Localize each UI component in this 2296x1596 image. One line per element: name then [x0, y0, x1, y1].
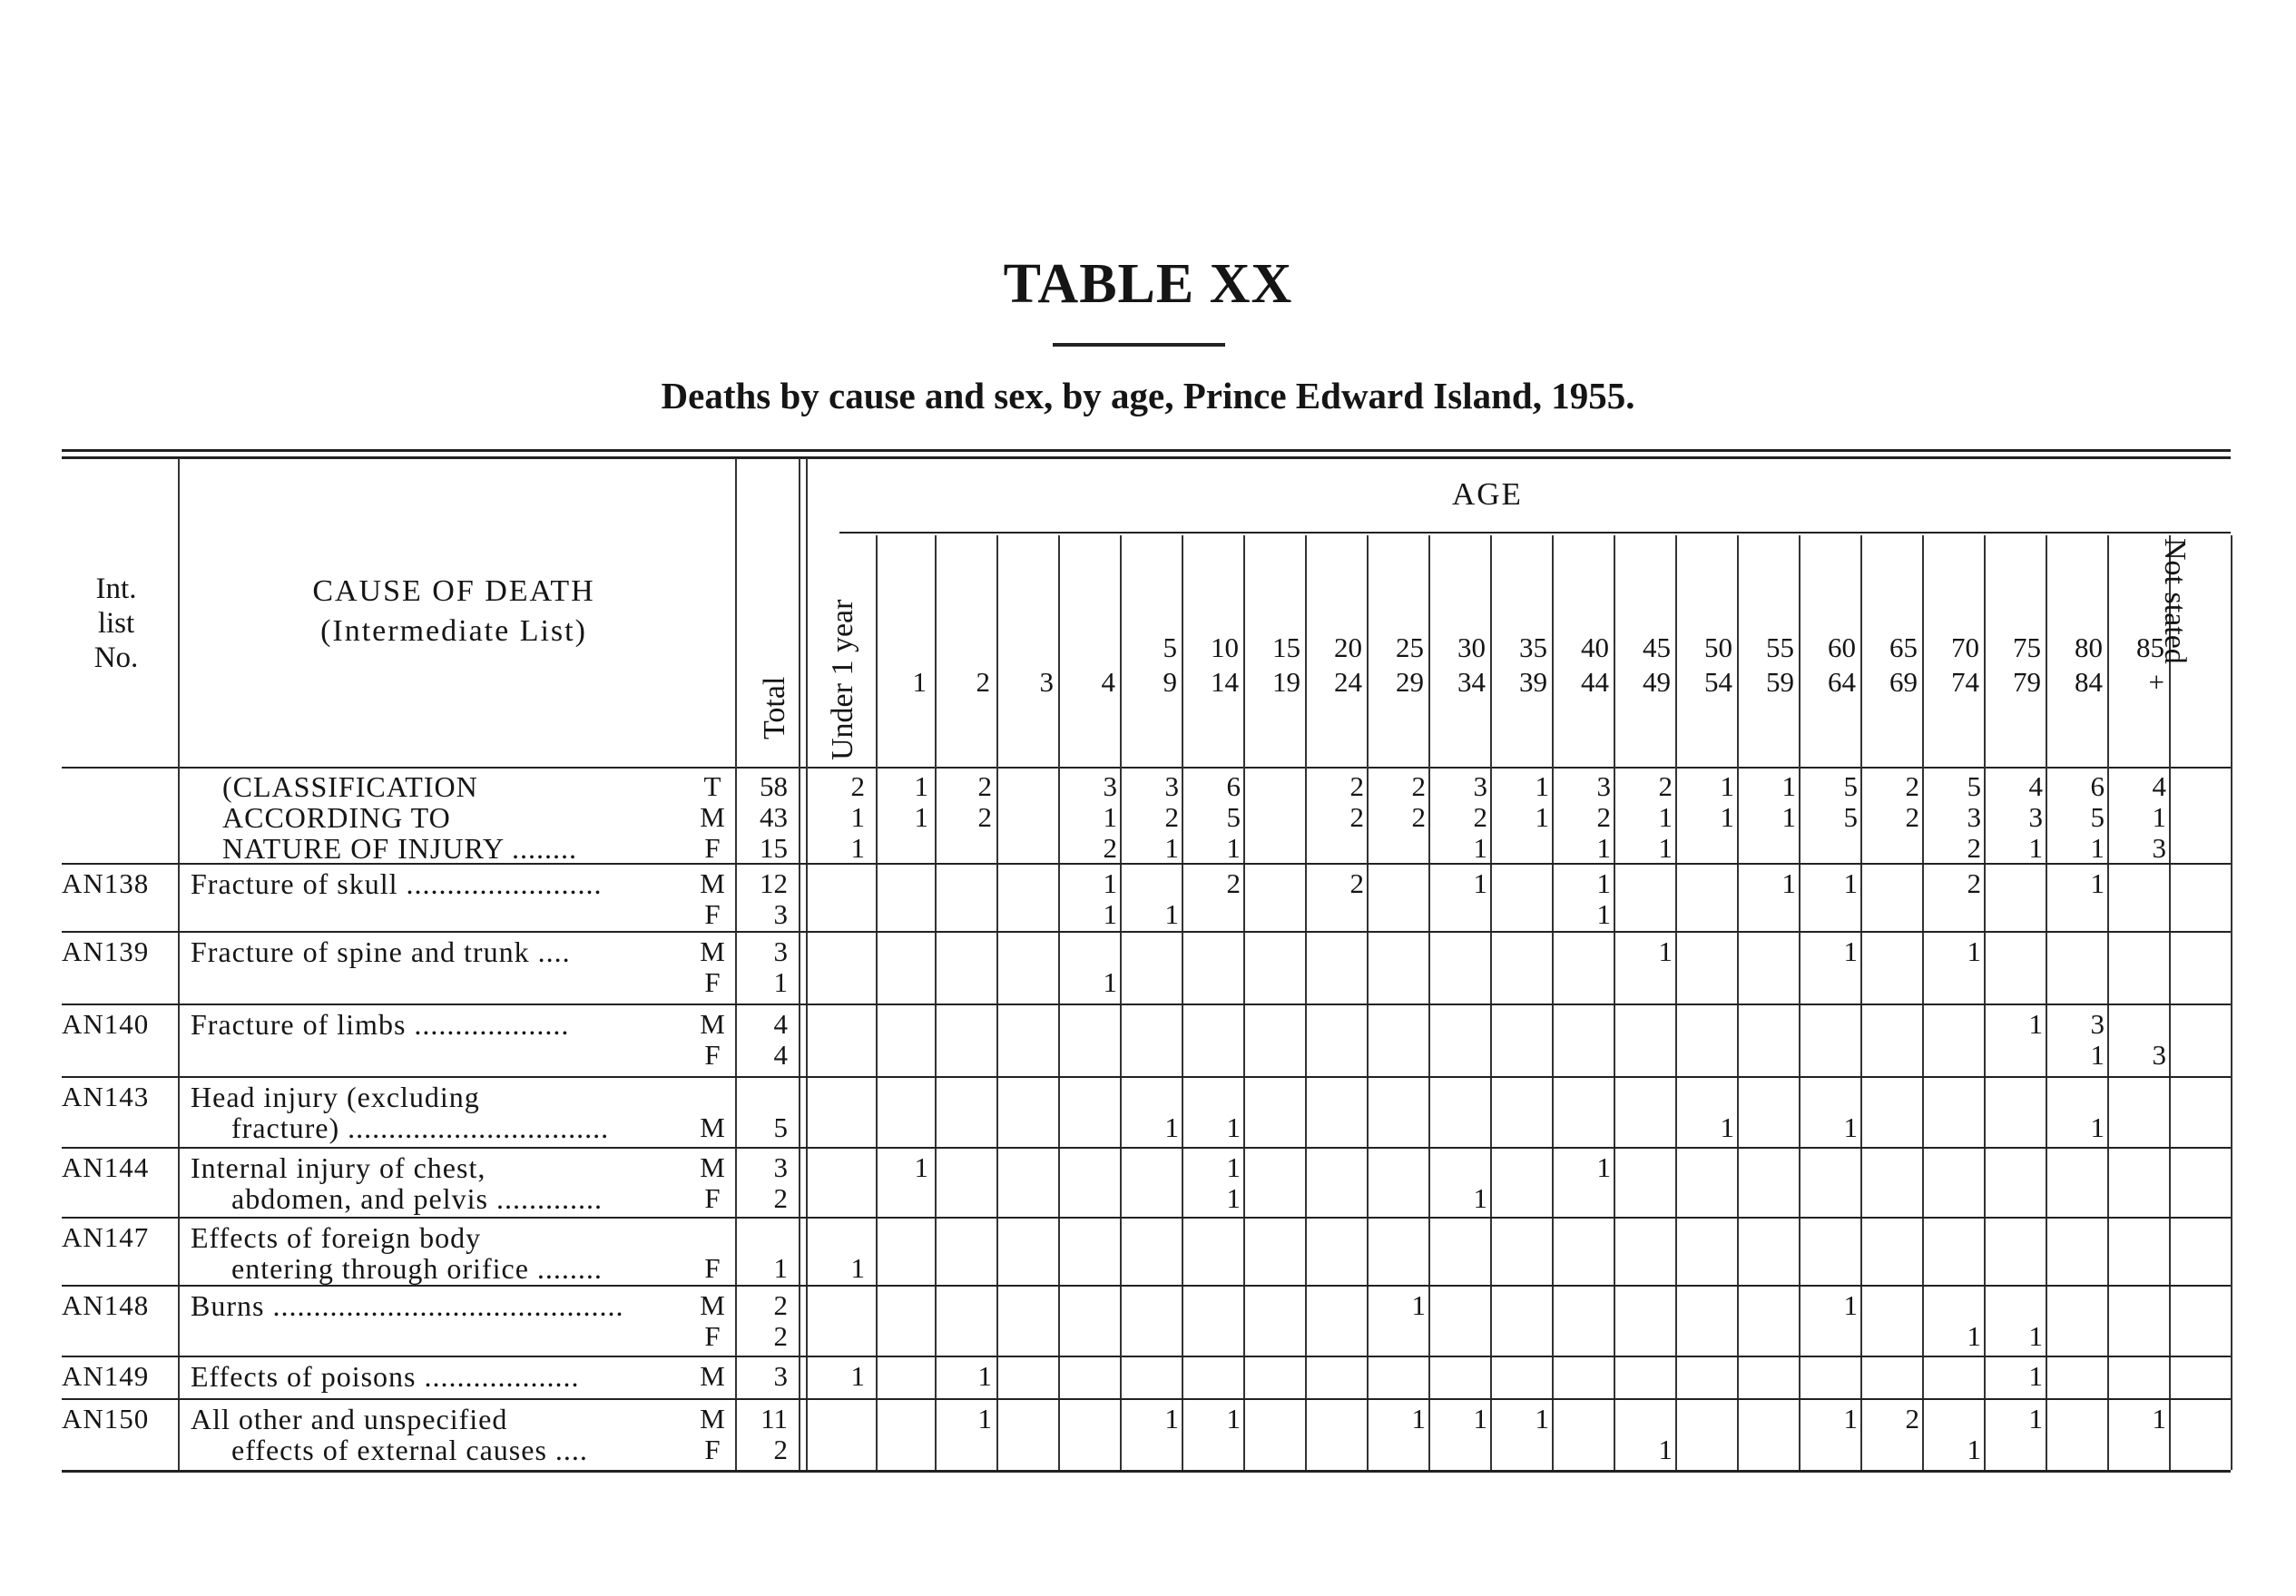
- age-group-header: [1126, 631, 1177, 700]
- age-group-to: 29: [1396, 666, 1424, 698]
- table-cell: 1: [1473, 1182, 1487, 1214]
- table-cell: 1: [1164, 1111, 1179, 1143]
- column-rule: [1428, 535, 1430, 1470]
- int-list-code: AN138: [62, 867, 150, 899]
- int-list-header: [62, 572, 171, 675]
- age-group-from: 35: [1519, 632, 1547, 663]
- age-group-from: 5: [1163, 632, 1177, 663]
- int-list-code: AN144: [62, 1151, 150, 1183]
- table-cell: 3: [2090, 1008, 2105, 1040]
- column-rule: [178, 458, 180, 1470]
- sex-code: M: [700, 1289, 725, 1321]
- sex-code: M: [700, 1151, 725, 1183]
- table-cell: 1: [1843, 867, 1858, 899]
- cause-of-death: All other and unspecified: [191, 1403, 508, 1435]
- column-rule: [1120, 535, 1122, 1470]
- int-list-code: AN143: [62, 1081, 150, 1112]
- table-cell: 1: [2090, 1039, 2105, 1071]
- table-cell: 1: [1473, 1403, 1487, 1434]
- age-group-header: [1188, 631, 1239, 700]
- age-group-header: [2114, 631, 2164, 700]
- table-cell: 5: [1226, 801, 1241, 833]
- table-cell: 11: [760, 1403, 788, 1434]
- age-group-to: 39: [1519, 666, 1547, 698]
- age-group-header: [1373, 631, 1424, 700]
- table-cell: 1: [1658, 801, 1673, 833]
- table-cell: 1: [2028, 1403, 2043, 1434]
- age-group-from: 85: [2136, 632, 2164, 663]
- age-group-to: +: [2148, 666, 2164, 698]
- table-cell: 2: [1905, 801, 1919, 833]
- age-group-from: 65: [1889, 632, 1918, 663]
- age-group-to: 1: [912, 666, 927, 698]
- table-cell: 2: [1349, 801, 1364, 833]
- table-cell: 2: [1905, 1403, 1919, 1434]
- sex-code: F: [704, 1320, 721, 1352]
- table-cell: 1: [1596, 898, 1611, 930]
- table-cell: 1: [1535, 801, 1549, 833]
- group-rule: [62, 1285, 2231, 1287]
- table-cell: 5: [2090, 801, 2105, 833]
- age-group-to: 34: [1457, 666, 1486, 698]
- column-rule: [1984, 535, 1986, 1470]
- table-cell: 1: [1226, 1403, 1241, 1434]
- age-group-to: 3: [1039, 666, 1054, 698]
- not-stated-header: Not stated: [2158, 538, 2192, 664]
- age-group-from: 75: [2013, 632, 2041, 663]
- age-group-header: [1743, 631, 1794, 700]
- table-cell: 5: [1843, 801, 1858, 833]
- table-cell: 1: [1967, 1320, 1981, 1352]
- cause-of-death: Effects of poisons ...................: [191, 1360, 580, 1393]
- table-cell: 1: [1103, 867, 1117, 899]
- total-header: Total: [758, 676, 791, 739]
- group-rule: [62, 1217, 2231, 1219]
- table-cell: 3: [2152, 1039, 2166, 1071]
- table-cell: 2: [1905, 770, 1919, 802]
- group-rule: [62, 863, 2231, 865]
- table-cell: 1: [914, 770, 928, 802]
- table-bottom-rule: [62, 1470, 2231, 1473]
- table-cell: 3: [773, 935, 788, 967]
- sex-code: F: [704, 1039, 721, 1071]
- cause-of-death: Fracture of skull ........................: [191, 867, 603, 900]
- column-rule: [1860, 535, 1862, 1470]
- int-list-line: list: [97, 607, 135, 640]
- age-group-from: [876, 631, 927, 665]
- table-cell: 2: [1349, 770, 1364, 802]
- age-group-to: 9: [1163, 666, 1177, 698]
- age-group-header: [1990, 631, 2041, 700]
- cause-of-death: Internal injury of chest,: [191, 1151, 486, 1184]
- table-cell: 1: [2152, 1403, 2166, 1434]
- sex-code: F: [704, 898, 721, 930]
- table-cell: 1: [1658, 832, 1673, 864]
- table-cell: 1: [1103, 801, 1117, 833]
- table-cell: 1: [1226, 832, 1241, 864]
- age-group-from: 55: [1766, 632, 1794, 663]
- age-group-to: 44: [1581, 666, 1609, 698]
- under-1-year-header: Under 1 year: [826, 599, 859, 760]
- cause-of-death: entering through orifice ........: [191, 1252, 603, 1285]
- table-cell: 5: [1843, 770, 1858, 802]
- table-cell: 1: [850, 1252, 865, 1284]
- table-cell: 1: [1411, 1289, 1426, 1321]
- cause-header: [182, 572, 726, 651]
- table-cell: 2: [1226, 867, 1241, 899]
- table-cell: 1: [1226, 1111, 1241, 1143]
- table-cell: 2: [773, 1182, 788, 1214]
- table-top-rule-2: [62, 456, 2231, 459]
- table-cell: 1: [1535, 1403, 1549, 1434]
- age-group-header: [1311, 631, 1362, 700]
- table-cell: 3: [1473, 770, 1487, 802]
- age-group-header: [1620, 631, 1671, 700]
- table-cell: 1: [2090, 867, 2105, 899]
- table-cell: 15: [760, 832, 788, 864]
- cause-of-death: effects of external causes ....: [191, 1434, 588, 1466]
- column-rule: [1675, 535, 1677, 1470]
- column-rule: [2231, 535, 2232, 1470]
- table-cell: 1: [1720, 1111, 1734, 1143]
- age-group-from: 45: [1643, 632, 1671, 663]
- column-rule: [1490, 535, 1492, 1470]
- int-list-code: AN147: [62, 1221, 150, 1253]
- column-rule: [1243, 535, 1245, 1470]
- table-cell: 1: [2028, 1320, 2043, 1352]
- table-cell: 3: [1103, 770, 1117, 802]
- int-list-code: AN149: [62, 1360, 150, 1392]
- table-cell: 2: [1967, 832, 1981, 864]
- table-cell: 1: [850, 832, 865, 864]
- table-cell: 4: [2152, 770, 2166, 802]
- table-cell: 2: [1596, 801, 1611, 833]
- sex-code: T: [703, 770, 721, 802]
- table-cell: 2: [1103, 832, 1117, 864]
- column-rule: [1552, 535, 1554, 1470]
- table-cell: 1: [1658, 1434, 1673, 1465]
- table-cell: 2: [1349, 867, 1364, 899]
- table-cell: 1: [1658, 935, 1673, 967]
- age-group-from: 20: [1334, 632, 1362, 663]
- sex-code: M: [700, 867, 725, 899]
- age-group-header: [1003, 631, 1054, 700]
- column-rule: [2107, 535, 2109, 1470]
- title-underline: [1053, 343, 1225, 347]
- cause-of-death: fracture) ................................: [191, 1111, 610, 1144]
- table-cell: 1: [1720, 801, 1734, 833]
- sex-code: M: [700, 935, 725, 967]
- table-cell: 1: [977, 1360, 992, 1392]
- table-cell: 6: [2090, 770, 2105, 802]
- age-group-from: [1003, 631, 1054, 665]
- table-cell: 43: [760, 801, 788, 833]
- int-list-line: No.: [93, 641, 139, 674]
- table-cell: 3: [1596, 770, 1611, 802]
- table-cell: 1: [2028, 832, 2043, 864]
- table-cell: 1: [1720, 770, 1734, 802]
- column-rule: [1614, 535, 1615, 1470]
- table-cell: 1: [1164, 832, 1179, 864]
- table-cell: 1: [1473, 832, 1487, 864]
- table-cell: 1: [1967, 935, 1981, 967]
- column-rule: [1058, 535, 1060, 1470]
- group-rule: [62, 931, 2231, 933]
- age-group-from: 40: [1581, 632, 1609, 663]
- page-subtitle: Deaths by cause and sex, by age, Prince Edward Island, 1955.: [661, 375, 1635, 416]
- age-group-header: [1065, 631, 1115, 700]
- table-cell: 1: [1164, 1403, 1179, 1434]
- table-cell: 1: [2028, 1008, 2043, 1040]
- column-rule: [2169, 535, 2171, 1470]
- table-cell: 1: [977, 1403, 992, 1434]
- table-cell: 4: [773, 1008, 788, 1040]
- age-group-header: [1496, 631, 1547, 700]
- table-cell: 1: [1226, 1151, 1241, 1183]
- age-group-to: 84: [2075, 666, 2103, 698]
- table-cell: 4: [2028, 770, 2043, 802]
- age-group-header: [1435, 631, 1486, 700]
- table-cell: 1: [1596, 1151, 1611, 1183]
- table-cell: 3: [1164, 770, 1179, 802]
- cause-of-death: abdomen, and pelvis .............: [191, 1182, 603, 1215]
- table-cell: 2: [977, 801, 992, 833]
- table-cell: 1: [1781, 801, 1796, 833]
- sex-code: M: [700, 801, 725, 833]
- table-cell: 2: [850, 770, 865, 802]
- age-group-to: 69: [1889, 666, 1918, 698]
- table-cell: 1: [773, 966, 788, 998]
- age-group-from: [1065, 631, 1115, 665]
- column-rule: [2046, 535, 2047, 1470]
- table-cell: 5: [773, 1111, 788, 1143]
- table-cell: 1: [1843, 1403, 1858, 1434]
- table-cell: 6: [1226, 770, 1241, 802]
- age-group-header: [1805, 631, 1856, 700]
- table-cell: 5: [1967, 770, 1981, 802]
- age-group-to: 59: [1766, 666, 1794, 698]
- cause-header-line: (Intermediate List): [320, 614, 587, 648]
- group-rule: [62, 1004, 2231, 1005]
- cause-of-death: Fracture of limbs ...................: [191, 1008, 570, 1041]
- table-top-rule: [62, 449, 2231, 452]
- table-cell: 1: [1596, 867, 1611, 899]
- age-group-to: 24: [1334, 666, 1362, 698]
- table-cell: 1: [1781, 770, 1796, 802]
- age-group-header: [1558, 631, 1609, 700]
- column-rule: [799, 458, 800, 1470]
- table-cell: 1: [1535, 770, 1549, 802]
- age-group-to: 64: [1828, 666, 1856, 698]
- age-group-from: 25: [1396, 632, 1424, 663]
- int-list-code: AN139: [62, 935, 150, 967]
- sex-code: M: [700, 1403, 725, 1434]
- age-group-from: 30: [1457, 632, 1486, 663]
- age-group-to: 14: [1211, 666, 1239, 698]
- age-group-from: 50: [1704, 632, 1732, 663]
- age-group-to: 54: [1704, 666, 1732, 698]
- age-group-to: 49: [1643, 666, 1671, 698]
- table-cell: 1: [1411, 1403, 1426, 1434]
- table-cell: 1: [1843, 935, 1858, 967]
- table-cell: 1: [850, 801, 865, 833]
- header-bottom-rule: [62, 767, 2231, 769]
- table-cell: 1: [1843, 1289, 1858, 1321]
- table-cell: 1: [1473, 867, 1487, 899]
- table-cell: 1: [2090, 832, 2105, 864]
- age-group-header: [2052, 631, 2103, 700]
- age-group-to: 19: [1272, 666, 1300, 698]
- group-rule: [62, 1398, 2231, 1400]
- cause-of-death: Head injury (excluding: [191, 1081, 480, 1113]
- table-cell: 3: [773, 1151, 788, 1183]
- table-cell: 3: [2152, 832, 2166, 864]
- table-cell: 2: [977, 770, 992, 802]
- table-cell: 1: [914, 1151, 928, 1183]
- int-list-line: Int.: [95, 573, 137, 605]
- table-cell: 58: [760, 770, 788, 802]
- table-cell: 2: [1411, 770, 1426, 802]
- table-cell: 1: [850, 1360, 865, 1392]
- group-rule: [62, 1147, 2231, 1149]
- cause-of-death: Fracture of spine and trunk ....: [191, 935, 571, 968]
- int-list-code: AN150: [62, 1403, 150, 1434]
- column-rule: [1367, 535, 1369, 1470]
- sex-code: F: [704, 966, 721, 998]
- table-cell: 3: [1967, 801, 1981, 833]
- table-cell: 1: [2090, 1111, 2105, 1143]
- column-rule: [1799, 535, 1800, 1470]
- sex-code: M: [700, 1111, 725, 1143]
- table-cell: 2: [1967, 867, 1981, 899]
- age-group-from: 60: [1828, 632, 1856, 663]
- sex-code: F: [704, 1252, 721, 1284]
- age-group-to: 2: [976, 666, 990, 698]
- age-group-from: 15: [1272, 632, 1300, 663]
- table-cell: 1: [2152, 801, 2166, 833]
- table-cell: 1: [1843, 1111, 1858, 1143]
- table-cell: 1: [1596, 832, 1611, 864]
- table-cell: 2: [1658, 770, 1673, 802]
- table-cell: 1: [1967, 1434, 1981, 1465]
- age-header: AGE: [1452, 476, 1523, 512]
- table-cell: 2: [773, 1320, 788, 1352]
- page-title: TABLE XX: [1003, 253, 1293, 315]
- table-cell: 1: [1226, 1182, 1241, 1214]
- cause-of-death: Effects of foreign body: [191, 1221, 482, 1254]
- cause-of-death: ACCORDING TO: [222, 801, 451, 834]
- age-group-header: [939, 631, 990, 700]
- column-rule: [1305, 535, 1307, 1470]
- group-rule: [62, 1076, 2231, 1078]
- age-group-from: 10: [1211, 632, 1239, 663]
- table-cell: 1: [1103, 898, 1117, 930]
- cause-of-death: NATURE OF INJURY ........: [222, 832, 577, 865]
- sex-code: F: [704, 1434, 721, 1465]
- table-cell: 2: [773, 1289, 788, 1321]
- sex-code: M: [700, 1008, 725, 1040]
- cause-header-line: CAUSE OF DEATH: [312, 574, 595, 608]
- age-group-header: [876, 631, 927, 700]
- table-cell: 2: [1473, 801, 1487, 833]
- age-group-from: 80: [2075, 632, 2103, 663]
- age-group-header: [1928, 631, 1979, 700]
- column-rule: [935, 535, 937, 1470]
- cause-of-death: (CLASSIFICATION: [222, 770, 478, 803]
- sex-code: F: [704, 1182, 721, 1214]
- table-cell: 3: [773, 1360, 788, 1392]
- column-rule: [1182, 535, 1183, 1470]
- age-group-from: [939, 631, 990, 665]
- table-cell: 1: [1781, 867, 1796, 899]
- int-list-code: AN140: [62, 1008, 150, 1040]
- table-cell: 4: [773, 1039, 788, 1071]
- table-cell: 1: [773, 1252, 788, 1284]
- column-rule: [1922, 535, 1924, 1470]
- table-cell: 1: [914, 801, 928, 833]
- group-rule: [62, 1356, 2231, 1357]
- int-list-code: AN148: [62, 1289, 150, 1321]
- table-cell: 1: [1103, 966, 1117, 998]
- age-group-header: [1867, 631, 1918, 700]
- table-cell: 1: [2028, 1360, 2043, 1392]
- age-group-to: 4: [1101, 666, 1115, 698]
- column-rule: [1737, 535, 1739, 1470]
- column-rule: [806, 458, 808, 1470]
- age-group-to: 74: [1951, 666, 1979, 698]
- table-cell: 3: [2028, 801, 2043, 833]
- table-cell: 2: [1411, 801, 1426, 833]
- table-cell: 2: [773, 1434, 788, 1465]
- table-cell: 3: [773, 898, 788, 930]
- age-group-header: [1682, 631, 1732, 700]
- sex-code: M: [700, 1360, 725, 1392]
- sex-code: F: [704, 832, 721, 864]
- table-cell: 12: [760, 867, 788, 899]
- age-group-from: 70: [1951, 632, 1979, 663]
- age-group-to: 79: [2013, 666, 2041, 698]
- table-cell: 2: [1164, 801, 1179, 833]
- table-cell: 1: [1164, 898, 1179, 930]
- age-group-header: [1250, 631, 1300, 700]
- age-rule: [839, 532, 2231, 534]
- cause-of-death: Burns ...........................................: [191, 1289, 624, 1322]
- column-rule: [996, 535, 998, 1470]
